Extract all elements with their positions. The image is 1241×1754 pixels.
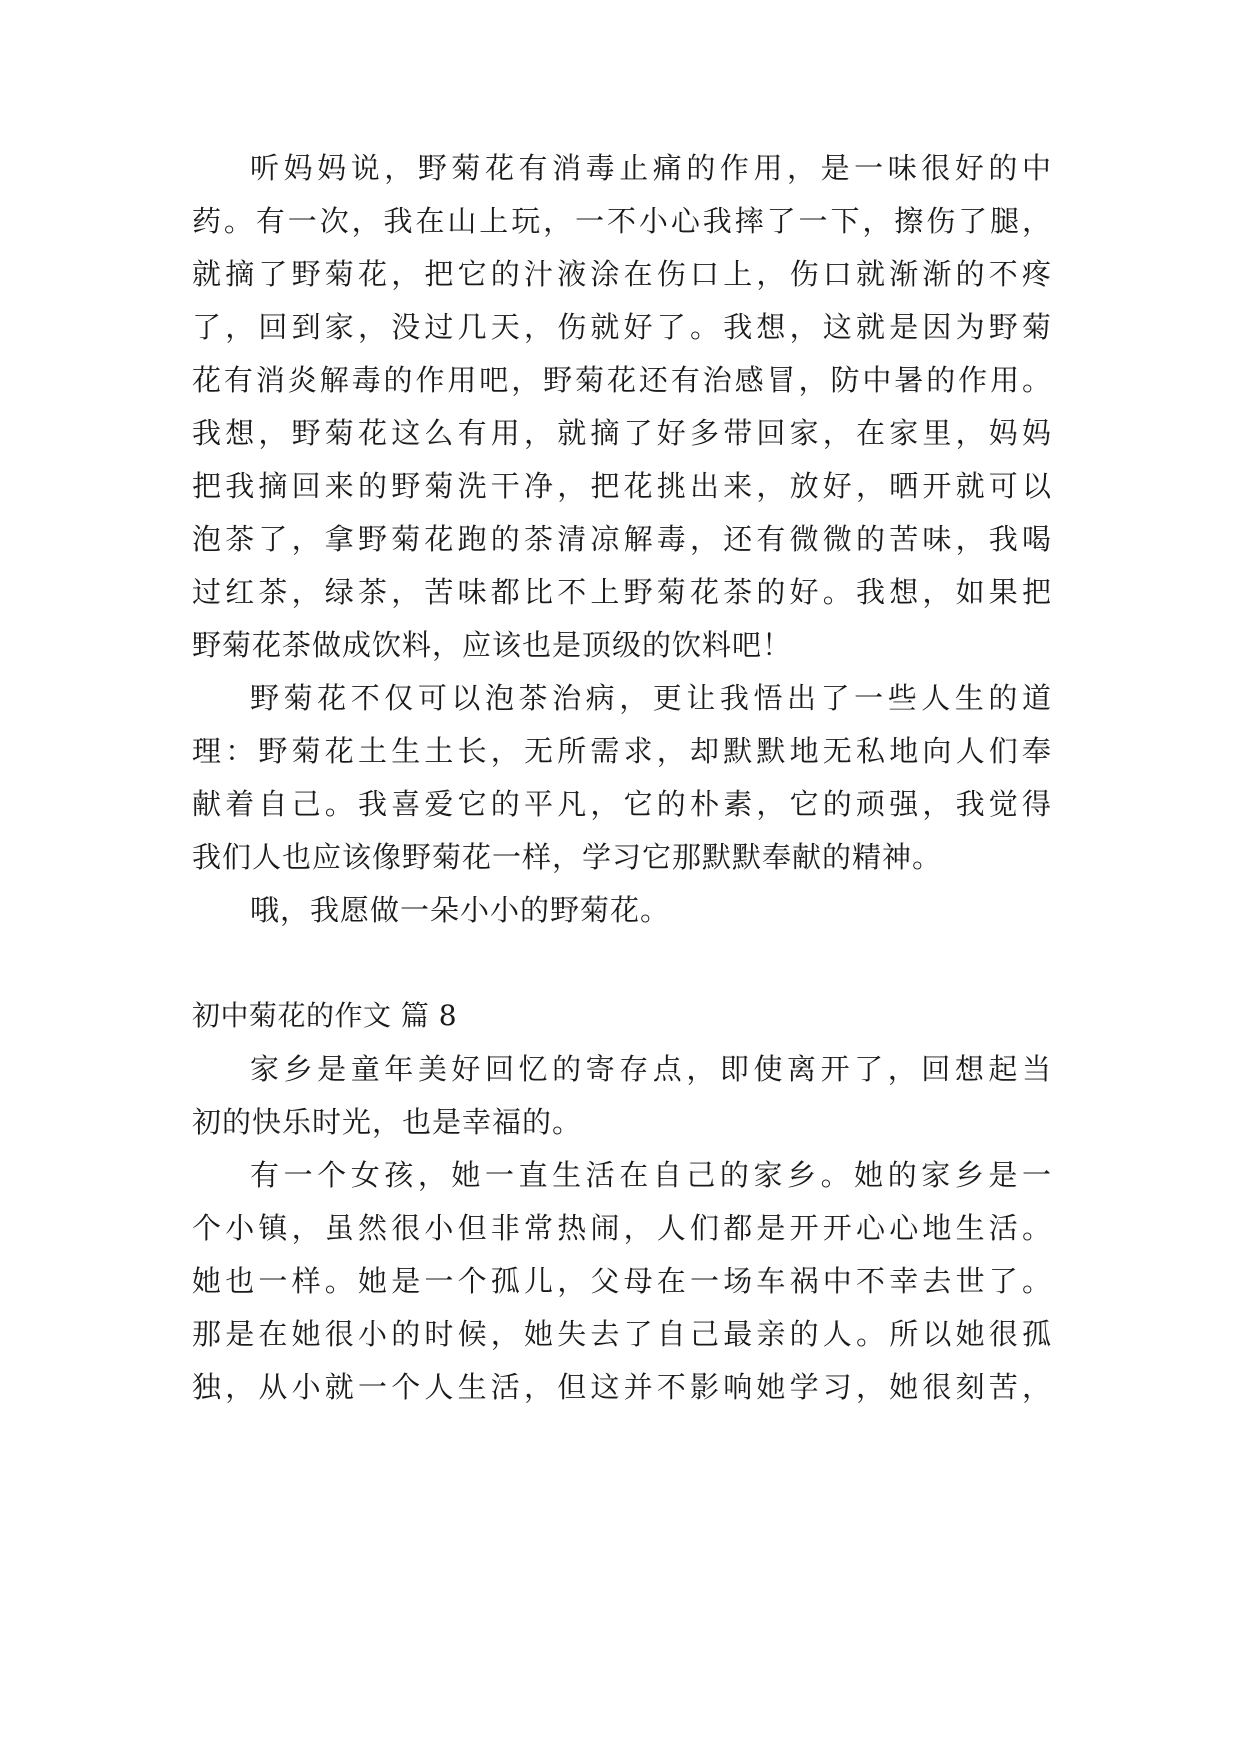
paragraph-line: 家乡是童年美好回忆的寄存点，即使离开了，回想起当 <box>250 1052 1052 1086</box>
paragraph-line: 我想，野菊花这么有用，就摘了好多带回家，在家里，妈妈 <box>192 416 1052 450</box>
paragraph-line: 花有消炎解毒的作用吧，野菊花还有治感冒，防中暑的作用。 <box>192 363 1052 397</box>
paragraph-line: 那是在她很小的时候，她失去了自己最亲的人。所以她很孤 <box>192 1317 1052 1351</box>
paragraph-line: 理：野菊花土生土长，无所需求，却默默地无私地向人们奉 <box>192 734 1052 768</box>
paragraph-line: 献着自己。我喜爱它的平凡，它的朴素，它的顽强，我觉得 <box>192 787 1052 821</box>
paragraph-line: 把我摘回来的野菊洗干净，把花挑出来，放好，晒开就可以 <box>192 469 1052 503</box>
paragraph-line: 野菊花不仅可以泡茶治病，更让我悟出了一些人生的道 <box>250 681 1052 715</box>
paragraph-line: 独，从小就一个人生活，但这并不影响她学习，她很刻苦， <box>192 1370 1052 1404</box>
paragraph-line: 初的快乐时光，也是幸福的。 <box>192 1105 583 1139</box>
paragraph-line: 个小镇，虽然很小但非常热闹，人们都是开开心心地生活。 <box>192 1211 1052 1245</box>
paragraph-line: 听妈妈说，野菊花有消毒止痛的作用，是一味很好的中 <box>250 151 1052 185</box>
paragraph-line: 哦，我愿做一朵小小的野菊花。 <box>250 893 671 927</box>
paragraph-line: 野菊花茶做成饮料，应该也是顶级的饮料吧！ <box>192 628 793 662</box>
paragraph-line: 我们人也应该像野菊花一样，学习它那默默奉献的精神。 <box>192 840 943 874</box>
paragraph-line: 有一个女孩，她一直生活在自己的家乡。她的家乡是一 <box>250 1158 1052 1192</box>
paragraph-line: 药。有一次，我在山上玩，一不小心我摔了一下，擦伤了腿， <box>192 204 1052 238</box>
paragraph-line: 就摘了野菊花，把它的汁液涂在伤口上，伤口就渐渐的不疼 <box>192 257 1052 291</box>
paragraph-line: 她也一样。她是一个孤儿，父母在一场车祸中不幸去世了。 <box>192 1264 1052 1298</box>
paragraph-line: 了，回到家，没过几天，伤就好了。我想，这就是因为野菊 <box>192 310 1052 344</box>
paragraph-line: 泡茶了，拿野菊花跑的茶清凉解毒，还有微微的苦味，我喝 <box>192 522 1052 556</box>
section-heading: 初中菊花的作文 篇 8 <box>192 999 458 1032</box>
paragraph-line: 过红茶，绿茶，苦味都比不上野菊花茶的好。我想，如果把 <box>192 575 1052 609</box>
